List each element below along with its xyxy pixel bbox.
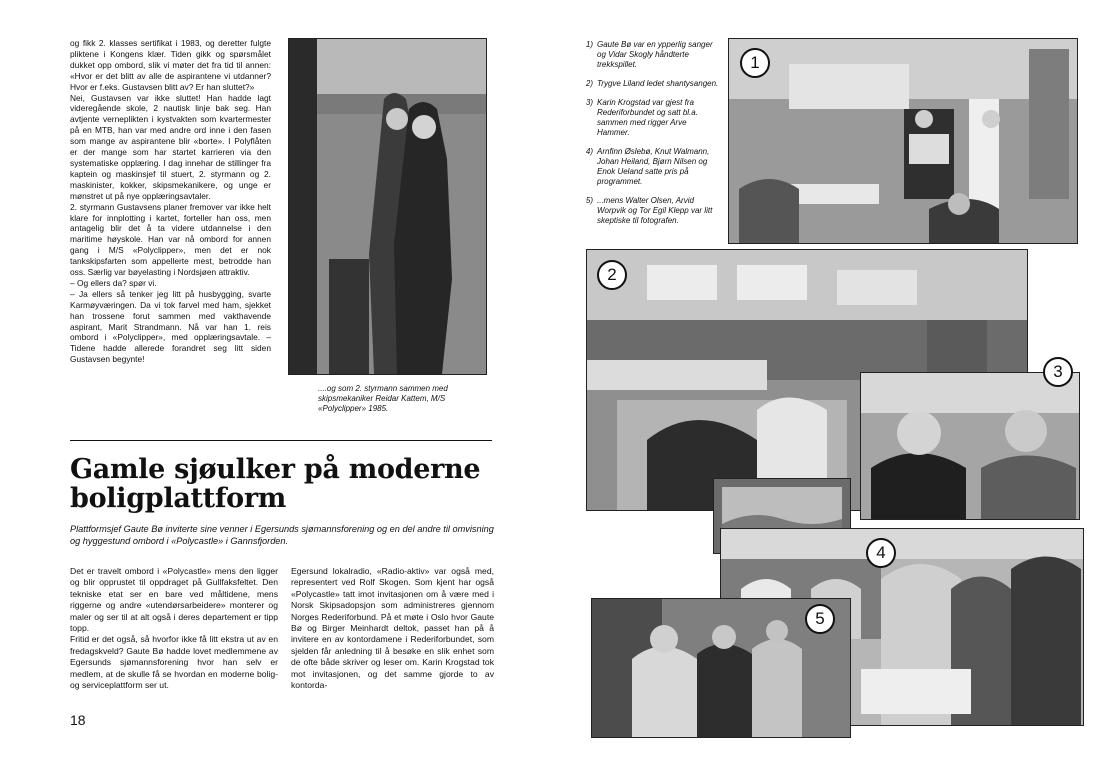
photo-legend: [577, 40, 719, 235]
photo-number-badge: 2: [597, 260, 627, 290]
body-paragraph: Fritid er det også, så hvorfor ikke få litt ekstra ut av en fredagskveld? Gaute Bø hadde lovet medlemmene av Egersunds sjømannsforening hvor han selv er medlem, at de skulle få se hvordan en moderne bolig- og serviceplattform ser ut.: [70, 634, 278, 691]
intro-paragraph: Nei, Gustavsen var ikke sluttet! Han hadde lagt videregående skole, 2 nautisk linje bak seg. Han avtjente verneplikten i kystvakten som kvartermester på en MTB, han var med andre ord inne i den fasen som mange av aspirantene blir «borte». I Polyflåten er der mange som har startet karrieren via den systematiske opplæring. I dag innehar de stillinger fra kaptein og maskinsjef til stuert, 2. styrmann og 2. maskinister, kokker, skipsmekanikere, og unge er mønstret ut på nye opplæringsavtaler.: [70, 92, 271, 201]
lead-text: Plattformsjef Gaute Bø inviterte sine venner i Egersunds sjømannsforening og en del andre til omvisning og hyggestund ombord i «Polycastle» i Gannsfjorden.: [70, 524, 494, 546]
photo-number-badge: 1: [740, 48, 770, 78]
legend-item: 2) Trygve Liland ledet shantysangen.: [585, 79, 719, 88]
photo-styrmann-on-deck: [288, 38, 487, 375]
headline-line: Gamle sjøulker på moderne: [70, 454, 481, 485]
photo-number-badge: 5: [805, 604, 835, 634]
body-column-1: [70, 566, 278, 691]
body-paragraph: Egersund lokalradio, «Radio-aktiv» var også med, representert ved Rolf Skogen. Som kjent har også «Polycastle» tatt imot invitasjonen om å være med i Norsk Skipsadopsjon som administreres gjennom Norges Rederiforbund. På et møte i Oslo hvor Gaute Bø og Birger Meinhardt deltok, passet han på å invitere en av kontordamene i Rederiforbundet, som sjelden får anledning til å besøke en slik enhet som de ofte både skriver og leser om. Karin Krogstad tok mot invitasjonen, og det samme gjorde to av kontorda-: [291, 566, 494, 691]
intro-paragraph: og fikk 2. klasses sertifikat i 1983, og deretter fulgte pliktene i Kongens klær. Tiden gikk og spørsmålet dukket opp ombord, slik vi møter det fra tid til annen: «Hvor er det blitt av alle de aspirantene vi utdanner? Hvor er f.eks. Gustavsen blitt av? Er han sluttet?»: [70, 38, 271, 92]
article-intro-column: [70, 38, 271, 365]
photo-number-badge: 3: [1043, 357, 1073, 387]
body-paragraph: Det er travelt ombord i «Polycastle» mens den ligger og blir opprustet til oppdraget på Gullfaksfeltet. Den tekniske etat ser en bare ved måltidene, mens riggerne og andre «utendørsarbeidere» monterer og maler og ser til at alt også i deres departement er tipp topp.: [70, 566, 278, 634]
legend-item: 5) ...mens Walter Olsen, Arvid Worpvik og Tor Egil Klepp var litt skeptiske til fotografen.: [585, 196, 713, 225]
headline: [70, 455, 490, 513]
photo-3-guests: [860, 372, 1080, 520]
intro-paragraph: – Ja ellers så tenker jeg litt på husbygging, svarte Karmøyværingen. Da vi tok farvel med ham, sjekket han trossene forut sammen med vakthavende aspirant, Marit Strandmann. Nå var han 1. reis ombord i «Polyclipper», med opplæringsavtale. – Tidene hadde allerede forandret seg litt siden Gustavsen begynte!: [70, 288, 271, 365]
headline-line: boligplattform: [70, 483, 287, 514]
photo-1-singer-accordion: [728, 38, 1078, 244]
page-number: 18: [70, 712, 86, 728]
intro-paragraph: 2. styrmann Gustavsens planer fremover var ikke helt klare for innplotting i kartet, forteller han oss, men antagelig blir det å ta videre utdannelse i den maritime høyskole. Han var nå ombord for annen gang i M/S «Polyclipper», men det er nok tankskipsfarten som appellerte mest, betrodde han oss. Særlig var bøyelasting i Nordsjøen attraktiv.: [70, 201, 271, 278]
legend-item: 1) Gaute Bø var en ypperlig sanger og Vidar Skogly håndterte trekkspillet.: [585, 40, 713, 69]
intro-paragraph: – Og ellers da? spør vi.: [70, 277, 157, 288]
photo-number-badge: 4: [866, 538, 896, 568]
divider: [70, 440, 492, 441]
photo-caption: ....og som 2. styrmann sammen med skipsmekaniker Reidar Kattem, M/S «Polyclipper» 1985.: [318, 384, 448, 413]
legend-item: 3) Karin Krogstad var gjest fra Rederiforbundet og satt bl.a. sammen med rigger Arve Hammer.: [585, 98, 698, 137]
body-column-2: [291, 566, 494, 691]
legend-item: 4) Arnfinn Øslebø, Knut Walmann, Johan Heiland, Bjørn Nilsen og Enok Ueland satte pris på programmet.: [585, 147, 710, 186]
